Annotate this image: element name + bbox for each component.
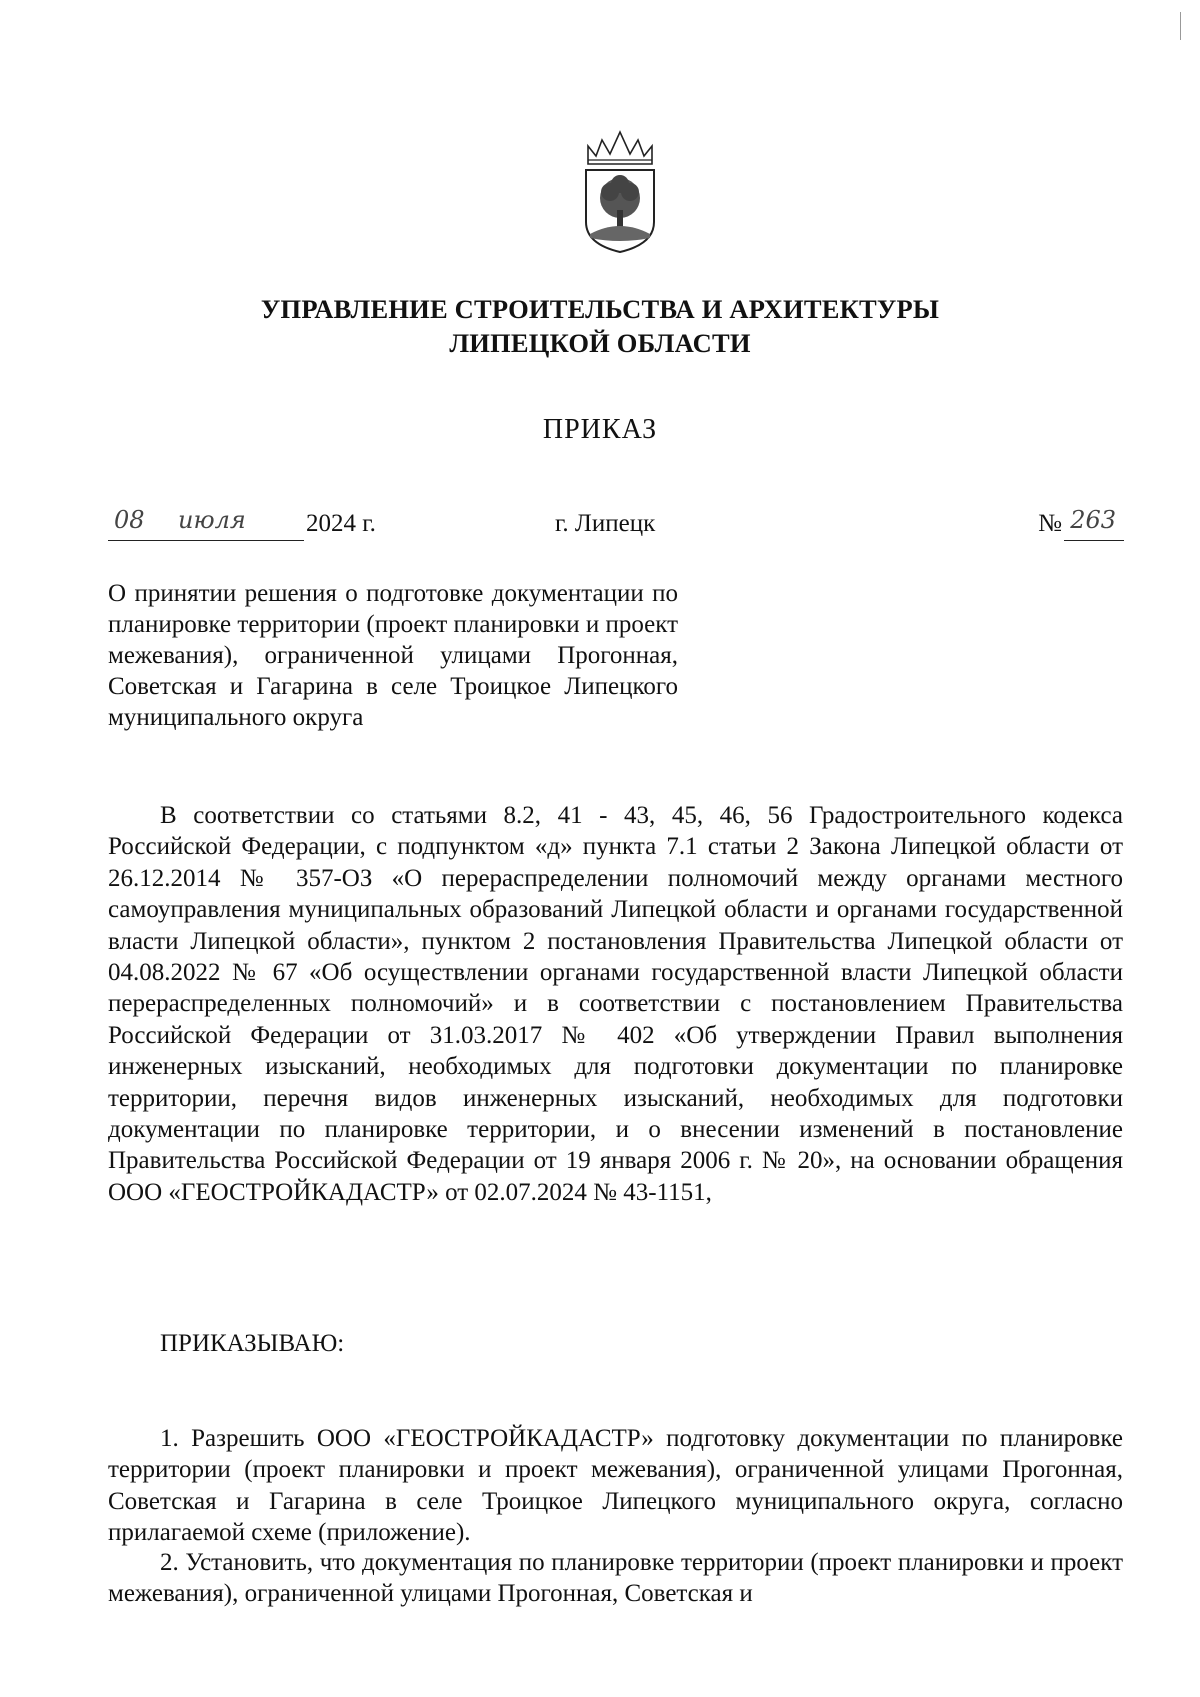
date-number-row (108, 506, 1124, 550)
preamble-paragraph: В соответствии со статьями 8.2, 41 - 43, 45, 46, 56 Градостроительного кодекса Российской Федерации, с подпунктом «д» пункта 7.1 статьи 2 Закона Липецкой области от 26.12.2014 № 357-ОЗ «О перераспределении полномочий между органами местного самоуправления муниципальных образований Липецкой области и органами государственной власти Липецкой области», пунктом 2 постановления Правительства Липецкой области от 04.08.2022 № 67 «Об осуществлении органами государственной власти Липецкой области перераспределенных полномочий» и в соответствии с постановлением Правительства Российской Федерации от 31.03.2017 № 402 «Об утверждении Правил выполнения инженерных изысканий, необходимых для подготовки документации по планировке территории, перечня видов инженерных изысканий, необходимых для подготовки документации по планировке территории, и о внесении изменений в постановление Правительства Российской Федерации от 19 января 2006 г. № 20», на основании обращения ООО «ГЕОСТРОЙКАДАСТР» от 02.07.2024 № 43-1151, (108, 802, 1123, 1206)
date-month: июля (178, 506, 246, 534)
order-subject: О принятии решения о подготовке документации по планировке территории (проект планировки и проект межевания), ограниченной улицами Прогонная, Советская и Гагарина в селе Троицкое Липецкого муниципального округа (108, 580, 678, 731)
scan-margin-mark (1180, 12, 1181, 40)
lipetsk-coat-of-arms-icon (580, 126, 660, 256)
order-word: ПРИКАЗЫВАЮ: (160, 1330, 345, 1357)
date-day: 08 (114, 506, 145, 534)
city: г. Липецк (555, 510, 656, 537)
organization-line-1: УПРАВЛЕНИЕ СТРОИТЕЛЬСТВА И АРХИТЕКТУРЫ (260, 294, 940, 324)
document-number: 263 (1070, 506, 1116, 534)
date-year: 2024 г. (306, 510, 376, 537)
organization-line-2: ЛИПЕЦКОЙ ОБЛАСТИ (449, 328, 751, 358)
document-type: ПРИКАЗ (542, 414, 658, 445)
organization-name (0, 292, 1200, 360)
number-sign: № (1038, 510, 1062, 537)
order-item-1: 1. Разрешить ООО «ГЕОСТРОЙКАДАСТР» подготовку документации по планировке территории (проект планировки и проект межевания), ограниченной улицами Прогонная, Советская и Гагарина в селе Троицкое Липецкого муниципального округа, согласно прилагаемой схеме (приложение). (108, 1425, 1123, 1547)
order-item-2: 2. Установить, что документация по планировке территории (проект планировки и проект межевания), ограниченной улицами Прогонная, Советская и (108, 1549, 1123, 1608)
